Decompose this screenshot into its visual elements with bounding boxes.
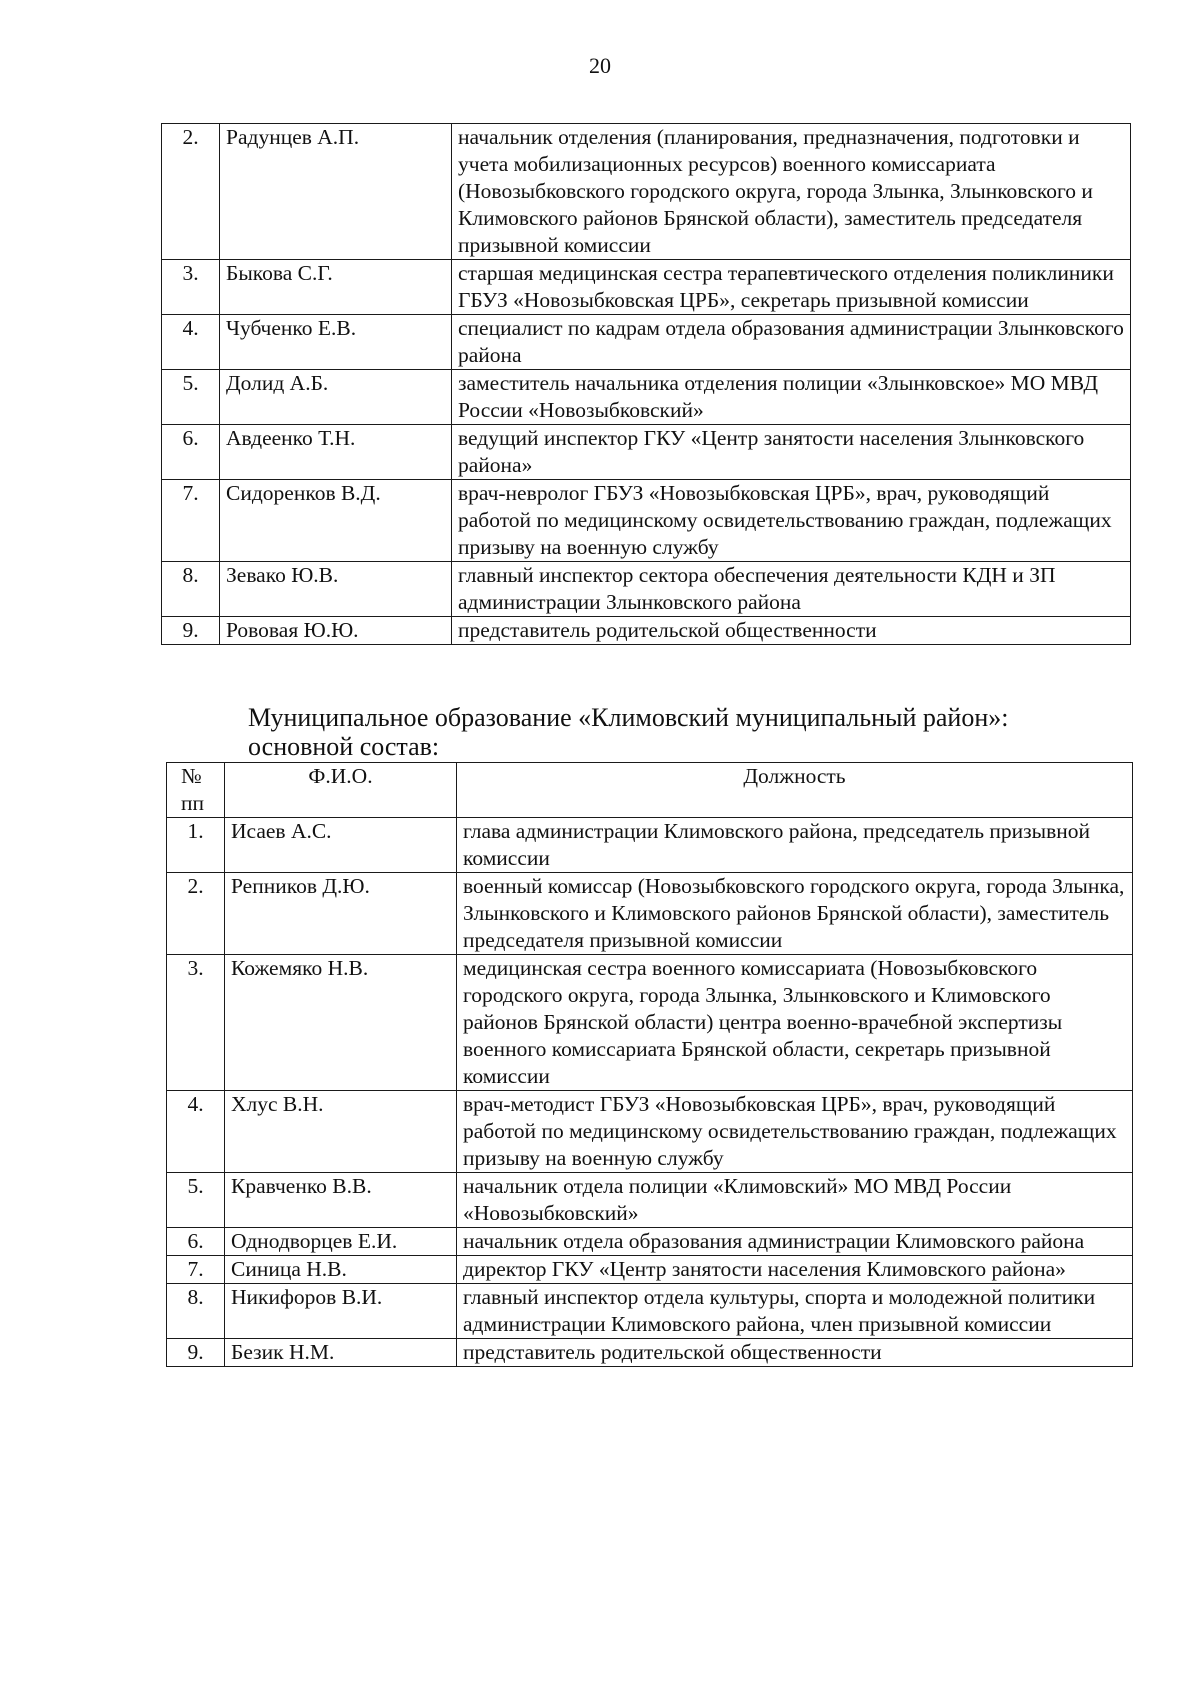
row-number: 1. xyxy=(167,818,225,873)
member-name: Радунцев А.П. xyxy=(220,124,452,260)
row-number: 8. xyxy=(162,562,220,617)
member-name: Долид А.Б. xyxy=(220,370,452,425)
row-number: 2. xyxy=(167,873,225,955)
row-number: 9. xyxy=(162,617,220,645)
row-number: 4. xyxy=(162,315,220,370)
member-position: ведущий инспектор ГКУ «Центр занятости населения Злынковского района» xyxy=(452,425,1131,480)
member-position: специалист по кадрам отдела образования администрации Злынковского района xyxy=(452,315,1131,370)
row-number: 6. xyxy=(167,1228,225,1256)
member-position: начальник отдела полиции «Климовский» МО МВД России «Новозыбковский» xyxy=(457,1173,1133,1228)
row-number: 3. xyxy=(167,955,225,1091)
table-row xyxy=(162,562,1131,617)
section-heading xyxy=(248,703,1128,761)
row-number: 7. xyxy=(167,1256,225,1284)
row-number: 6. xyxy=(162,425,220,480)
section-heading-composition: основной состав: xyxy=(248,732,440,761)
member-name: Кравченко В.В. xyxy=(225,1173,457,1228)
member-position: глава администрации Климовского района, председатель призывной комиссии xyxy=(457,818,1133,873)
table-row xyxy=(162,617,1131,645)
table-row xyxy=(167,1284,1133,1339)
row-number: 7. xyxy=(162,480,220,562)
table-row xyxy=(162,370,1131,425)
member-name: Безик Н.М. xyxy=(225,1339,457,1367)
member-name: Никифоров В.И. xyxy=(225,1284,457,1339)
commission-table-zlynka xyxy=(161,123,1131,645)
table-row xyxy=(162,124,1131,260)
member-name: Чубченко Е.В. xyxy=(220,315,452,370)
header-number-label: № пп xyxy=(181,764,205,815)
member-name: Авдеенко Т.Н. xyxy=(220,425,452,480)
header-name: Ф.И.О. xyxy=(225,763,457,818)
commission-table-klimovo xyxy=(166,762,1133,1367)
member-position: главный инспектор сектора обеспечения деятельности КДН и ЗП администрации Злынковского района xyxy=(452,562,1131,617)
table-row xyxy=(162,425,1131,480)
commission-table-body xyxy=(167,818,1133,1367)
member-name: Хлус В.Н. xyxy=(225,1091,457,1173)
member-position: заместитель начальника отделения полиции «Злынковское» МО МВД России «Новозыбковский» xyxy=(452,370,1131,425)
member-position: врач-методист ГБУЗ «Новозыбковская ЦРБ», врач, руководящий работой по медицинскому освидетельствованию граждан, подлежащих призыву на военную службу xyxy=(457,1091,1133,1173)
row-number: 5. xyxy=(162,370,220,425)
row-number: 3. xyxy=(162,260,220,315)
member-position: главный инспектор отдела культуры, спорта и молодежной политики администрации Климовского района, член призывной комиссии xyxy=(457,1284,1133,1339)
table-row xyxy=(167,1228,1133,1256)
member-name: Исаев А.С. xyxy=(225,818,457,873)
row-number: 2. xyxy=(162,124,220,260)
section-heading-municipality: Муниципальное образование «Климовский муниципальный район»: xyxy=(248,703,1009,732)
table-row xyxy=(167,1173,1133,1228)
row-number: 8. xyxy=(167,1284,225,1339)
member-position: военный комиссар (Новозыбковского городского округа, города Злынка, Злынковского и Климовского районов Брянской области), заместитель председателя призывной комиссии xyxy=(457,873,1133,955)
member-position: начальник отделения (планирования, предназначения, подготовки и учета мобилизационных ресурсов) военного комиссариата (Новозыбковского городского округа, города Злынка, Злынковского и Климовского районов Брянской области), заместитель председателя призывной комиссии xyxy=(452,124,1131,260)
member-position: начальник отдела образования администрации Климовского района xyxy=(457,1228,1133,1256)
header-row xyxy=(167,763,1133,818)
member-name: Репников Д.Ю. xyxy=(225,873,457,955)
table-row xyxy=(167,1091,1133,1173)
member-name: Зевако Ю.В. xyxy=(220,562,452,617)
member-position: старшая медицинская сестра терапевтического отделения поликлиники ГБУЗ «Новозыбковская ЦРБ», секретарь призывной комиссии xyxy=(452,260,1131,315)
member-position: представитель родительской общественности xyxy=(452,617,1131,645)
table-row xyxy=(167,1256,1133,1284)
member-name: Рововая Ю.Ю. xyxy=(220,617,452,645)
table-row xyxy=(167,818,1133,873)
table-row xyxy=(162,315,1131,370)
table-row xyxy=(167,873,1133,955)
member-position: директор ГКУ «Центр занятости населения Климовского района» xyxy=(457,1256,1133,1284)
member-name: Кожемяко Н.В. xyxy=(225,955,457,1091)
table-row xyxy=(167,955,1133,1091)
header-position: Должность xyxy=(457,763,1133,818)
table-row xyxy=(162,260,1131,315)
commission-table-body xyxy=(162,124,1131,645)
member-position: врач-невролог ГБУЗ «Новозыбковская ЦРБ», врач, руководящий работой по медицинскому освидетельствованию граждан, подлежащих призыву на военную службу xyxy=(452,480,1131,562)
row-number: 5. xyxy=(167,1173,225,1228)
member-name: Быкова С.Г. xyxy=(220,260,452,315)
table-row xyxy=(167,1339,1133,1367)
table-row xyxy=(162,480,1131,562)
header-number xyxy=(167,763,225,818)
row-number: 4. xyxy=(167,1091,225,1173)
member-position: медицинская сестра военного комиссариата (Новозыбковского городского округа, города Злынка, Злынковского и Климовского районов Брянской области) центра военно-врачебной экспертизы военного комиссариата Брянской области, секретарь призывной комиссии xyxy=(457,955,1133,1091)
member-name: Сидоренков В.Д. xyxy=(220,480,452,562)
table-header xyxy=(167,763,1133,818)
page-number: 20 xyxy=(589,53,611,78)
member-name: Синица Н.В. xyxy=(225,1256,457,1284)
member-position: представитель родительской общественности xyxy=(457,1339,1133,1367)
row-number: 9. xyxy=(167,1339,225,1367)
member-name: Однодворцев Е.И. xyxy=(225,1228,457,1256)
